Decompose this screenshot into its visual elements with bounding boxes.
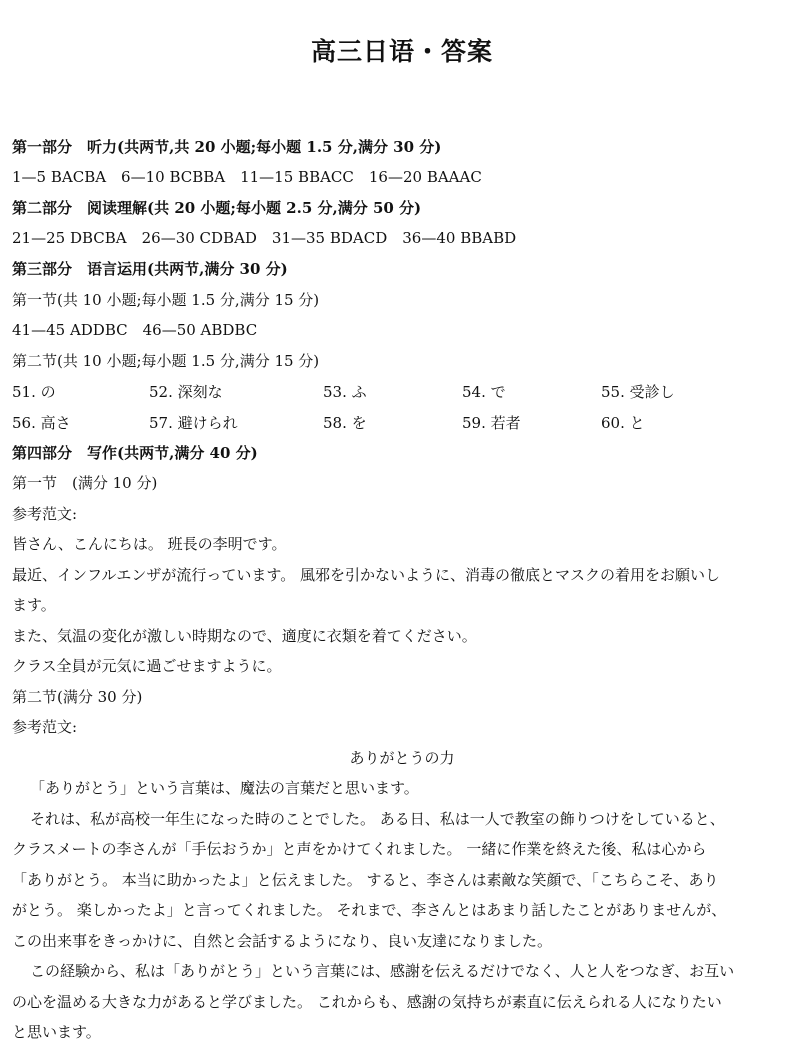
- reference-label: 参考范文:: [12, 505, 78, 523]
- answer-item: 52. 深刻な: [149, 383, 223, 401]
- part1-header: 第一部分 听力(共两节,共 20 小题;每小题 1.5 分,满分 30 分): [12, 138, 442, 156]
- answer-item: 51. の: [12, 383, 56, 401]
- part4-header: 第四部分 写作(共两节,满分 40 分): [12, 444, 258, 462]
- essay2-line: この経験から、私は「ありがとう」という言葉には、感謝を伝えるだけでなく、人と人をつなぎ、お互い: [30, 962, 735, 980]
- essay2-line: 「ありがとう。 本当に助かったよ」と伝えました。 すると、李さんは素敵な笑顔で、「こちらこそ、あり: [12, 871, 719, 889]
- answer-item: 58. を: [323, 414, 367, 432]
- answer-item: 55. 受診し: [601, 383, 675, 401]
- answer-item: 60. と: [601, 414, 645, 432]
- reference-label: 参考范文:: [12, 718, 78, 736]
- essay2-line: それは、私が高校一年生になった時のことでした。 ある日、私は一人で教室の飾りつけをしていると、: [30, 810, 725, 828]
- essay1-line: ます。: [12, 596, 56, 614]
- part4-section2-header: 第二节(满分 30 分): [12, 688, 143, 706]
- essay2-line: の心を温める大きな力があると学びました。 これからも、感謝の気持ちが素直に伝えられる人になりたい: [12, 993, 722, 1011]
- answer-item: 56. 高さ: [12, 414, 71, 432]
- essay1-line: 最近、インフルエンザが流行っています。 風邪を引かないように、消毒の徹底とマスクの着用をお願いし: [12, 566, 720, 584]
- page-title: 高三日语・答案: [310, 37, 493, 66]
- part4-section1-header: 第一节 (满分 10 分): [12, 474, 158, 492]
- answer-row: [12, 381, 798, 401]
- answer-item: 53. ふ: [323, 383, 367, 401]
- answer-item: 59. 若者: [462, 414, 521, 432]
- essay1-line: クラス全員が元気に過ごせますように。: [12, 657, 282, 675]
- part3-section1-answers: 41—45 ADDBC 46—50 ABDBC: [12, 321, 258, 339]
- answer-row: [12, 412, 798, 432]
- answer-item: 54. で: [462, 383, 506, 401]
- essay2-line: と思います。: [12, 1023, 101, 1041]
- part3-section2-header: 第二节(共 10 小题;每小题 1.5 分,满分 15 分): [12, 352, 320, 370]
- essay1-line: 皆さん、こんにちは。 班長の李明です。: [12, 535, 287, 553]
- part1-answers: 1—5 BACBA 6—10 BCBBA 11—15 BBACC 16—20 BAAAC: [12, 168, 482, 186]
- essay2-line: クラスメートの李さんが「手伝おうか」と声をかけてくれました。 一緒に作業を終えた後、私は心から: [12, 840, 707, 858]
- part2-answers: 21—25 DBCBA 26—30 CDBAD 31—35 BDACD 36—40 BBABD: [12, 229, 517, 247]
- part3-section1-header: 第一节(共 10 小题;每小题 1.5 分,满分 15 分): [12, 291, 320, 309]
- part3-header: 第三部分 语言运用(共两节,满分 30 分): [12, 260, 288, 278]
- essay2-line: この出来事をきっかけに、自然と会話するようになり、良い友達になりました。: [12, 932, 553, 950]
- essay1-line: また、気温の変化が激しい時期なので、適度に衣類を着てください。: [12, 627, 477, 645]
- essay2-title: ありがとうの力: [349, 749, 455, 767]
- essay2-line: 「ありがとう」という言葉は、魔法の言葉だと思います。: [30, 779, 419, 797]
- essay2-line: がとう。 楽しかったよ」と言ってくれました。 それまで、李さんとはあまり話したことがありませんが、: [12, 901, 727, 919]
- answer-item: 57. 避けられ: [149, 414, 238, 432]
- part2-header: 第二部分 阅读理解(共 20 小题;每小题 2.5 分,满分 50 分): [12, 199, 422, 217]
